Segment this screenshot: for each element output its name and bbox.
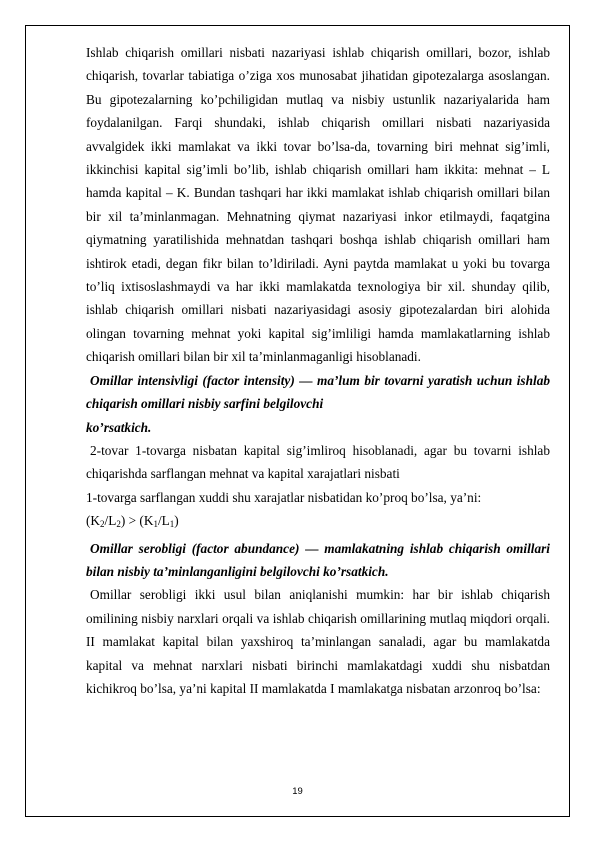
formula-subscript: 2 <box>100 519 105 530</box>
paragraph-intro: Ishlab chiqarish omillari nisbati nazariyasi ishlab chiqarish omillari, bozor, ishlab chiqarish, tovarlar tabiatiga o’ziga xos munosabat jihatidan gipotezalarga asoslangan. Bu gipotezalarning ko’pchiligidan mutlaq va nisbiy ustunlik nazariyalarida ham foydalanilgan. Farqi shundaki, ishlab chiqarish omillari nisbati nazariyasida avvalgidek ikki mamlakat va ikki tovar bo’lsa-da, tovarning biri mehnat sig’imli, ikkinchisi kapital sig’imli bo’lib, ishlab chiqarish omillari ham ikkita: mehnat – L hamda kapital – K. Bundan tashqari har ikki mamlakat ishlab chiqarish omillari bilan bir xil ta’minlanmagan. Mehnatning qiymat nazariyasi inkor etilmaydi, faqatgina qiymatning yaratilishida mehnatdan tashqari boshqa ishlab chiqarish omillari ham ishtirok etadi, degan fikr bilan to’ldiriladi. Ayni paytda mamlakat u yoki bu tovarga to’liq ixtisoslashmaydi va har ikki mamlakatda texnologiya bir xil. shunday qilib, ishlab chiqarish omillari nisbati nazariyasidagi asosiy gipotezalardan biri alohida olingan tovarning mehnat yoki kapital sig’imliligi hamda mamlakatlarning ishlab chiqarish omillari bilan bir xil ta’minlanmaganligi hisoblanadi. <box>86 45 550 365</box>
heading-factor-intensity: Omillar intensivligi (factor intensity) — ma’lum bir tovarni yaratish uchun ishlab chiqarish omillari nisbiy sarfini belgilovchi <box>86 372 550 412</box>
page-number: 19 <box>292 786 303 797</box>
formula-part: ) <box>174 513 179 529</box>
document-body <box>86 41 550 700</box>
formula-part: (K <box>86 513 101 529</box>
formula-ratio <box>86 509 550 536</box>
formula-subscript: 1 <box>169 519 175 530</box>
formula-subscript: 1 <box>153 519 158 530</box>
formula-part: /L <box>157 513 170 529</box>
heading-factor-intensity-cont: ko’rsatkich. <box>86 419 152 435</box>
formula-part: ) > (K <box>120 513 154 529</box>
formula-part: /L <box>104 513 117 529</box>
heading-factor-abundance: Omillar serobligi (factor abundance) — mamlakatning ishlab chiqarish omillari bilan nisbiy ta’minlanganligini belgilovchi ko’rsatkich. <box>86 540 550 579</box>
paragraph-abundance: Omillar serobligi ikki usul bilan aniqlanishi mumkin: har bir ishlab chiqarish omilining nisbiy narxlari orqali va ishlab chiqarish omillarining mutlaq miqdori orqali. II mamlakat kapital bilan yaxshiroq ta’minlangan sanaladi, agar bu mamlakatda kapital va mehnat narxlari nisbati birinchi mamlakatdagi xuddi shu nisbatdan kichikroq bo’lsa, ya’ni kapital II mamlakatda I mamlakatga nisbatan arzonroq bo’lsa: <box>86 587 550 696</box>
paragraph-capital-intensive: 2-tovar 1-tovarga nisbatan kapital sig’imliroq hisoblanadi, agar bu tovarni ishlab chiqarishda sarflangan mehnat va kapital xarajatlari nisbati <box>86 442 550 482</box>
paragraph-ratio-intro: 1-tovarga sarflangan xuddi shu xarajatlar nisbatidan ko’proq bo’lsa, ya’ni: <box>86 489 482 505</box>
formula-subscript: 2 <box>116 519 121 530</box>
